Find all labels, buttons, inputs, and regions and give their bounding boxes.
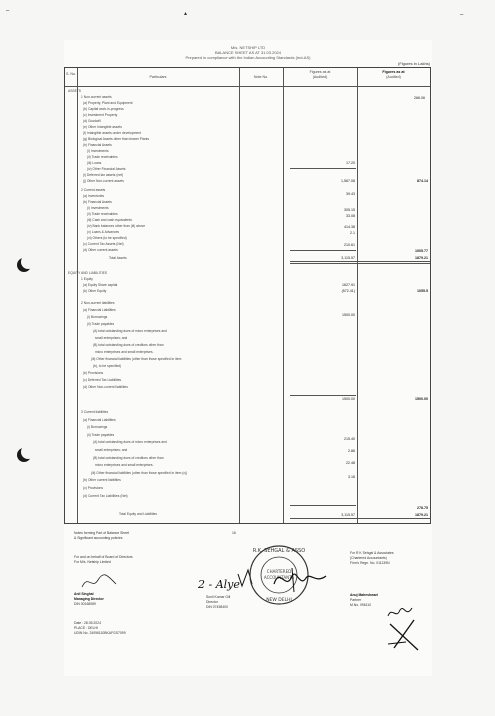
particulars-row: (i) Deferred tax assets (net): [83, 173, 124, 177]
particulars-row: (b), to be specified): [93, 364, 122, 368]
signature-md: [80, 572, 120, 592]
fig-total-eq-liab: 3,115.57: [341, 513, 355, 517]
particulars-row: 1 Non-current assets: [81, 95, 112, 99]
fig-ppe: 266.06: [414, 96, 425, 100]
particulars-row: (h) Financial Assets: [83, 143, 112, 147]
particulars-row: (c) Provisions: [83, 486, 103, 490]
fig-other-equity: (572.41): [341, 289, 355, 293]
col-divider: [357, 68, 358, 523]
auditor-mno: M.No. 096110: [350, 603, 372, 607]
svg-text:2 - Alye: 2 - Alye: [198, 578, 240, 591]
auditor-name: Anuj Maheshwari: [350, 593, 378, 597]
fig-other-fin-assets: 17.20: [346, 161, 355, 165]
sheet-title: BALANCE SHEET AS AT 31.03.2024: [214, 50, 282, 55]
stamp-mid1: CHARTERED: [266, 569, 292, 574]
particulars-row: (iii) Other financial liabilities (other than those specified in item: [91, 357, 182, 361]
signatory1-din: DIN 00168089: [74, 602, 96, 606]
particulars-row: micro enterprises and small enterprises.: [95, 350, 154, 354]
particulars-row: (b) Provisions: [83, 371, 104, 375]
particulars-row: 3 Current liabilities: [81, 410, 109, 414]
particulars-row: 2 Non-current liabilities: [81, 301, 115, 305]
particulars-row: (A) total outstanding dues of micro enterprises and: [93, 329, 167, 333]
particulars-row: (d) Other current assets: [83, 248, 118, 252]
board-company: For M/s. Netship Limited: [74, 560, 111, 564]
particulars-row: (vi) Others (to be specified): [87, 236, 127, 240]
particulars-row: small enterprises; and: [95, 448, 128, 452]
col-divider: [283, 68, 284, 523]
board-line: For and on behalf of Board of Directors: [74, 555, 133, 559]
fig-current-total: 1005.77: [415, 249, 428, 253]
particulars-row: (j) Other Non-current assets: [83, 179, 124, 183]
stamp-bottom-text: NEW DELHI: [266, 598, 292, 603]
particulars-row: (v) Loans & Advances: [87, 230, 120, 234]
fig-trade-recv: 305.15: [344, 208, 355, 212]
particulars-row: (iv) Bank balances other than (iii) above: [87, 224, 146, 228]
signature-partner: [270, 562, 330, 596]
particulars-row: (a) Property, Plant and Equipment: [83, 101, 133, 105]
stamp-top-text: R.K. SEHGAL & ASSO: [252, 548, 306, 554]
fig-cl-other: 3.16: [348, 475, 355, 479]
particulars-row: (B) total outstanding dues of creditors other than: [93, 343, 164, 347]
fig-cl-micro: 2.86: [348, 449, 355, 453]
particulars-row: (f) Intangible assets under development: [83, 131, 141, 135]
particulars-row: (iv) Other Financial Assets: [87, 167, 126, 171]
particulars-row: (i) Investments: [87, 206, 109, 210]
fig-other-current: 210.61: [344, 243, 355, 247]
fig-nc-total: 1500.00: [342, 397, 355, 401]
particulars-row: (a) Inventories: [83, 194, 105, 198]
fig-total-assets-prev: 1879.21: [415, 256, 428, 260]
handwritten-initials: [384, 600, 424, 652]
particulars-row: 2 Current assets: [81, 188, 106, 192]
col-head-particulars: Particulars: [149, 75, 167, 79]
particulars-row: (d) Goodwill: [83, 119, 101, 123]
particulars-row: Total Equity and Liabilities: [119, 512, 157, 516]
arrow-mark: ▴: [184, 11, 188, 17]
col-divider: [77, 68, 78, 523]
sheet-subtitle: Prepared in compliance with the Indian Accounting Standards (Ind-AS): [185, 55, 311, 60]
particulars-row: ASSETS: [68, 89, 82, 93]
fig-nc-total-prev: 1500.00: [415, 397, 428, 401]
dash-mark: –: [6, 8, 10, 14]
page-number: 16: [232, 531, 236, 535]
particulars-row: (d) Current Tax Liabilities (Net): [83, 493, 128, 498]
margin-crescent-1: [17, 258, 31, 272]
notes-line: Notes forming Part of Balance Sheet: [74, 531, 130, 535]
fig-cl-total: 278.75: [417, 506, 428, 510]
policies-line: & Significant accounting policies: [74, 536, 123, 540]
company-name: M/s. NETSHIP LTD: [230, 45, 266, 50]
col-head-current-audited: (Audited): [312, 75, 328, 79]
fig-cash: 33.08: [346, 214, 355, 218]
fig-share-capital: 1627.91: [342, 283, 355, 287]
particulars-row: (iii) Cash and cash equivalents: [87, 218, 132, 222]
auditor-type: (Chartered Accountants): [350, 556, 387, 560]
fig-cl-trade: 215.40: [344, 437, 355, 441]
signatory1-role: Managing Director: [74, 597, 104, 601]
col-head-previous-audited: (Audited): [386, 75, 401, 79]
particulars-row: (i) Borrowings: [87, 425, 108, 430]
particulars-row: (e) Other Intangible assets: [83, 125, 122, 129]
particulars-row: (ii) Trade payables: [87, 322, 115, 326]
fig-loans: 2.1: [350, 231, 355, 235]
auditor-frn: Firm's Regn. No. 011139N: [350, 561, 390, 565]
balance-sheet-table: [64, 67, 431, 524]
report-place: PLACE : DELHI: [74, 626, 98, 630]
signatory2-din: DIN 07458400: [206, 605, 228, 609]
particulars-row: (i) Investments: [87, 149, 109, 153]
fig-noncurrent-total: 1,567.08: [341, 179, 355, 183]
particulars-row: (i) Borrowings: [87, 315, 108, 319]
particulars-row: (B) total outstanding dues of creditors other than: [93, 455, 164, 460]
particulars-row: (iii) Other financial liabilities (other than those specified in item (c)): [91, 470, 188, 475]
particulars-row: (b) Other Equity: [83, 289, 107, 293]
fig-noncurrent-total-prev: 874.14: [417, 179, 428, 183]
particulars-row: (a) Financial Liabilities: [83, 417, 116, 422]
particulars-row: (iii) Loans: [87, 161, 102, 165]
auditor-firm: For R K Sehgal & Associates: [350, 551, 394, 555]
stamp-mid2: ACCOUNTANTS: [263, 575, 295, 580]
particulars-row: (A) total outstanding dues of micro enterprises and: [93, 440, 167, 445]
particulars-row: (ii) Trade receivables: [87, 212, 118, 216]
col-head-current: Figures as at: [309, 70, 331, 74]
col-head-note: Note No.: [253, 75, 269, 79]
particulars-row: (b) Capital work-in-progress: [83, 107, 124, 111]
fig-cl-other-fin: 22.48: [346, 461, 355, 465]
signatory2-name: Sunil Kumar Gill: [206, 595, 231, 599]
udin-number: UDIN No. 24096110BKAFGS7099: [74, 631, 126, 635]
particulars-row: EQUITY AND LIABILITIES: [68, 271, 107, 275]
particulars-row: (c) Current Tax Assets (Net): [83, 242, 124, 246]
signatory2-role: Director: [206, 600, 218, 604]
particulars-row: micro enterprises and small enterprises.: [95, 463, 154, 468]
units-label: (Figures in Lakhs): [397, 61, 430, 66]
particulars-row: (c) Deferred Tax Liabilities: [83, 378, 122, 382]
fig-equity-total: 1055.5: [417, 289, 428, 293]
particulars-row: 1 Equity: [81, 277, 93, 281]
particulars-row: (ii) Trade receivables: [87, 155, 118, 159]
particulars-row: (g) Biological Assets other than bearer Plants: [83, 137, 149, 141]
fig-total-assets: 3,115.57: [341, 256, 355, 260]
particulars-row: (a) Financial Liabilities: [83, 308, 116, 312]
signatory1-name: Anil Singhal: [74, 592, 94, 596]
fig-total-eq-liab-prev: 1879.21: [415, 513, 428, 517]
particulars-row: small enterprises; and: [95, 336, 128, 340]
fig-inventories: 39.43: [346, 192, 355, 196]
particulars-row: (a) Equity Share capital: [83, 283, 118, 287]
report-date: Date : 28.05.2024: [74, 621, 101, 625]
particulars-row: (b) Other current liabilities: [83, 478, 121, 483]
particulars-row: (d) Other Non-current liabilities: [83, 385, 128, 389]
particulars-row: (b) Financial Assets: [83, 200, 112, 204]
fig-bank: 414.38: [344, 225, 355, 229]
header-divider: [65, 86, 430, 87]
col-divider: [239, 68, 240, 523]
auditor-role: Partner: [350, 598, 362, 602]
fig-nc-borrowings: 1500.00: [342, 313, 355, 317]
col-head-previous: Figures as at: [382, 70, 405, 74]
particulars-row: (c) Investment Property: [83, 113, 118, 117]
particulars-row: (ii) Trade payables: [87, 432, 115, 437]
particulars-row: Total Assets: [109, 256, 127, 260]
dash-mark-right: –: [460, 12, 464, 18]
col-head-sr: S. No.: [66, 72, 76, 76]
margin-crescent-2: [17, 448, 31, 462]
balance-sheet-page: [64, 40, 432, 676]
